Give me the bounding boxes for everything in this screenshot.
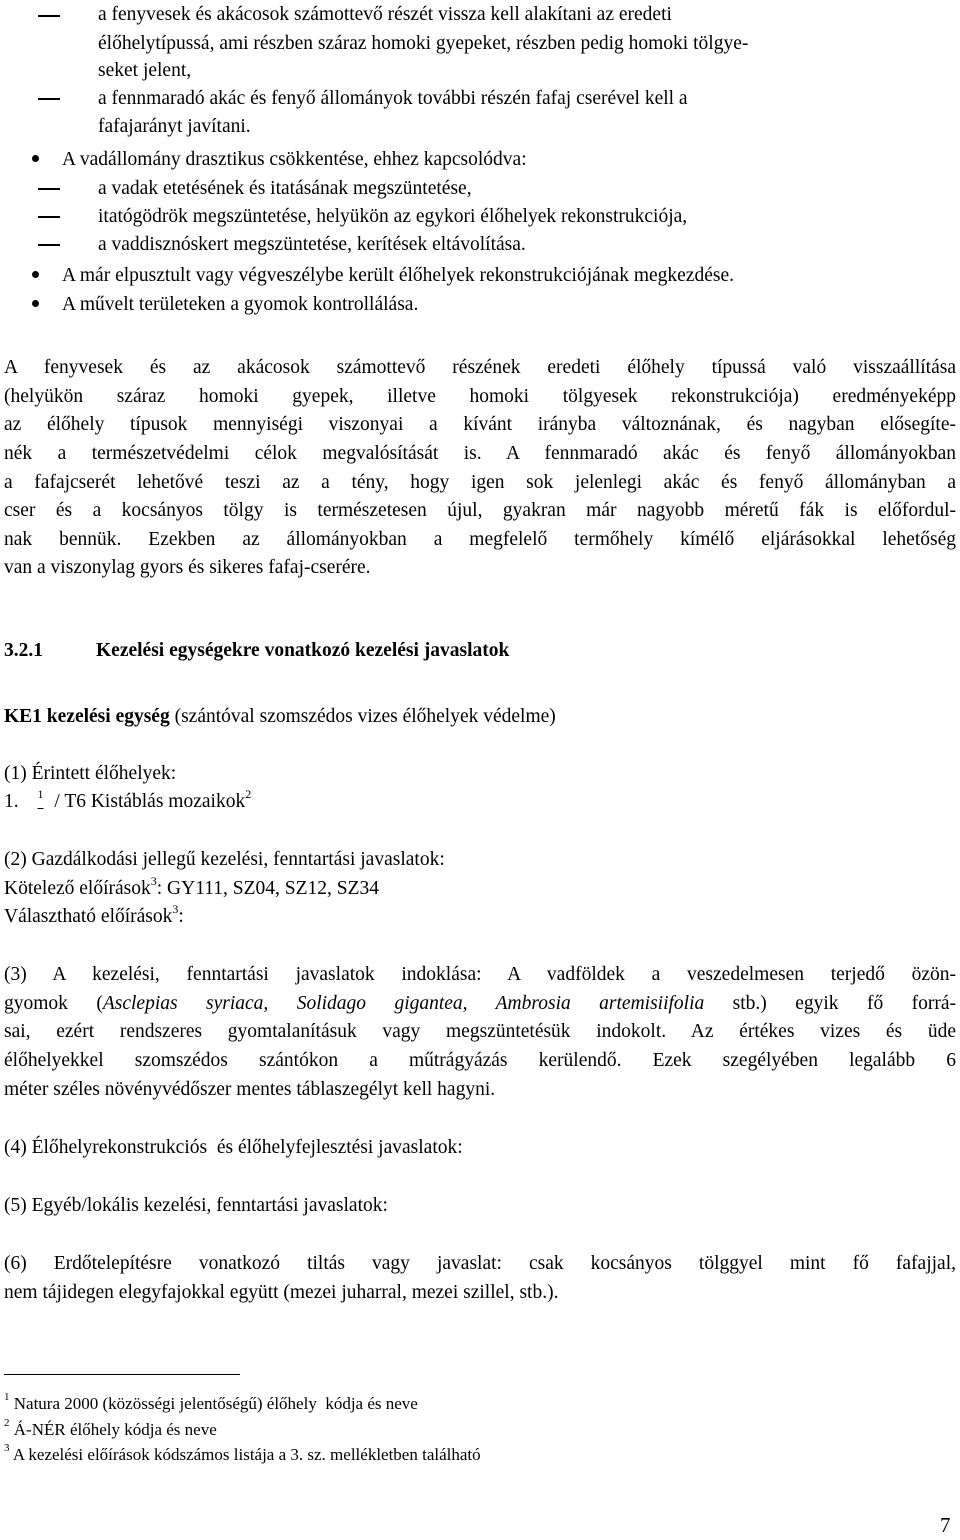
dash-marker bbox=[38, 216, 60, 218]
footnote-number: 3 bbox=[4, 1442, 10, 1455]
item1-habitat-name: / T6 Kistáblás mozaikok bbox=[49, 791, 246, 812]
optional-label: Választható előírások bbox=[4, 906, 173, 927]
paragraph-line: a fafajcserét lehetővé teszi az a tény, hogy igen sok jelenlegi akác és fenyő állományban a bbox=[4, 472, 956, 493]
paragraph-line: nék a természetvédelmi célok megvalósítását is. A fennmaradó akác és fenyő állományokban bbox=[4, 443, 956, 464]
dash-marker bbox=[38, 244, 60, 246]
dash-item-line: a fennmaradó akác és fenyő állományok további részén fafaj cserével kell a bbox=[98, 88, 688, 109]
footnote-text: A kezelési előírások kódszámos listája a 3. sz. mellékletben található bbox=[12, 1445, 481, 1464]
section-number: 3.2.1 bbox=[4, 640, 43, 661]
paragraph-line: van a viszonylag gyors és sikeres fafaj-cserére. bbox=[4, 557, 371, 578]
natura-code-placeholder bbox=[24, 786, 50, 812]
item1-heading: (1) Érintett élőhelyek: bbox=[4, 763, 177, 784]
ke1-heading bbox=[4, 702, 556, 731]
text-run: gyomok ( bbox=[4, 993, 103, 1014]
item6-line: nem tájidegen elegyfajokkal együtt (mezei juharral, mezei szillel, stb.). bbox=[4, 1282, 559, 1303]
ke1-description: (szántóval szomszédos vizes élőhelyek védelme) bbox=[169, 706, 556, 727]
mandatory-label: Kötelező előírások bbox=[4, 878, 151, 899]
item1-prefix: 1. bbox=[4, 791, 24, 812]
bullet-item: A művelt területeken a gyomok kontrollálása. bbox=[62, 294, 419, 315]
mandatory-codes: : GY111, SZ04, SZ12, SZ34 bbox=[156, 878, 380, 899]
bullet-item: A vadállomány drasztikus csökkentése, ehhez kapcsolódva: bbox=[62, 149, 527, 170]
footnote-ref: 1 bbox=[37, 786, 44, 801]
dash-item-line: a fenyvesek és akácosok számottevő részét vissza kell alakítani az eredeti bbox=[98, 4, 672, 25]
paragraph-line: cser és a kocsányos tölgy is természetesen újul, gyakran már nagyobb méretű fák is előfordul- bbox=[4, 500, 956, 521]
item2-mandatory bbox=[4, 874, 379, 903]
item2-heading: (2) Gazdálkodási jellegű kezelési, fenntartási javaslatok: bbox=[4, 849, 445, 870]
footnote bbox=[4, 1419, 217, 1441]
item1-habitat bbox=[4, 787, 251, 816]
sub-item: a vaddisznóskert megszüntetése, kerítések eltávolítása. bbox=[98, 234, 526, 255]
ke1-label: KE1 kezelési egység bbox=[4, 706, 170, 727]
item4-heading: (4) Élőhelyrekonstrukciós és élőhelyfejlesztési javaslatok: bbox=[4, 1137, 463, 1158]
footnote-text: Á-NÉR élőhely kódja és neve bbox=[13, 1420, 217, 1439]
section-title: Kezelési egységekre vonatkozó kezelési javaslatok bbox=[96, 640, 510, 661]
optional-suffix: : bbox=[178, 906, 184, 927]
item2-optional bbox=[4, 902, 184, 931]
footnote-number: 2 bbox=[4, 1417, 10, 1430]
bullet-item: A már elpusztult vagy végveszélybe került élőhelyek rekonstrukciójának megkezdése. bbox=[62, 265, 734, 286]
item5-heading: (5) Egyéb/lokális kezelési, fenntartási javaslatok: bbox=[4, 1195, 388, 1216]
footnote bbox=[4, 1393, 418, 1415]
dash-marker bbox=[38, 188, 60, 190]
bullet-marker bbox=[32, 271, 39, 278]
species-names: Asclepias syriaca, Solidago gigantea, Ambrosia artemisiifolia bbox=[102, 993, 705, 1014]
sub-item: a vadak etetésének és itatásának megszüntetése, bbox=[98, 178, 472, 199]
footnote-ref: 2 bbox=[245, 786, 252, 801]
footnote-separator bbox=[4, 1374, 240, 1375]
footnote-number: 1 bbox=[4, 1391, 10, 1404]
paragraph-line: (helyükön száraz homoki gyepek, illetve homoki tölgyesek rekonstrukciója) eredményeképp bbox=[4, 386, 956, 407]
footnote bbox=[4, 1444, 481, 1466]
footnote-ref: 3 bbox=[172, 901, 179, 916]
paragraph-line: nak bennük. Ezekben az állományokban a megfelelő termőhely kímélő eljárásokkal lehetőség bbox=[4, 529, 956, 550]
paragraph-line: élőhelyekkel szomszédos szántókon a műtrágyázás kerülendő. Ezek szegélyében legalább 6 bbox=[4, 1050, 956, 1071]
sub-item: itatógödrök megszüntetése, helyükön az egykori élőhelyek rekonstrukciója, bbox=[98, 206, 688, 227]
paragraph-line bbox=[4, 989, 956, 1018]
paragraph-line: A fenyvesek és az akácosok számottevő részének eredeti élőhely típussá való visszaállítása bbox=[4, 357, 956, 378]
item6-line: (6) Erdőtelepítésre vonatkozó tiltás vagy javaslat: csak kocsányos tölggyel mint fő fafajjal, bbox=[4, 1253, 956, 1274]
dash-item-line: fafajarányt javítani. bbox=[98, 116, 251, 137]
footnote-ref: 3 bbox=[150, 873, 157, 888]
text-run: stb.) egyik fő forrá- bbox=[704, 993, 956, 1014]
bullet-marker bbox=[32, 300, 39, 307]
paragraph-line: az élőhely típusok mennyiségi viszonyai a kívánt irányba változnának, és nagyban elősegíte- bbox=[4, 414, 956, 435]
paragraph-line: sai, ezért rendszeres gyomtalanításuk vagy megszüntetésük indokolt. Az értékes vizes és üde bbox=[4, 1021, 956, 1042]
paragraph-line: méter széles növényvédőszer mentes táblaszegélyt kell hagyni. bbox=[4, 1079, 496, 1100]
dash-marker bbox=[38, 15, 60, 17]
bullet-marker bbox=[32, 155, 39, 162]
dash-marker bbox=[38, 98, 60, 100]
paragraph-line: (3) A kezelési, fenntartási javaslatok indoklása: A vadföldek a veszedelmesen terjedő özön- bbox=[4, 964, 956, 985]
footnote-text: Natura 2000 (közösségi jelentőségű) élőhely kódja és neve bbox=[13, 1394, 418, 1413]
dash-item-line: seket jelent, bbox=[98, 60, 192, 81]
page-number: 7 bbox=[940, 1513, 951, 1537]
dash-item-line: élőhelytípussá, ami részben száraz homoki gyepeket, részben pedig homoki tölgye- bbox=[98, 33, 749, 54]
